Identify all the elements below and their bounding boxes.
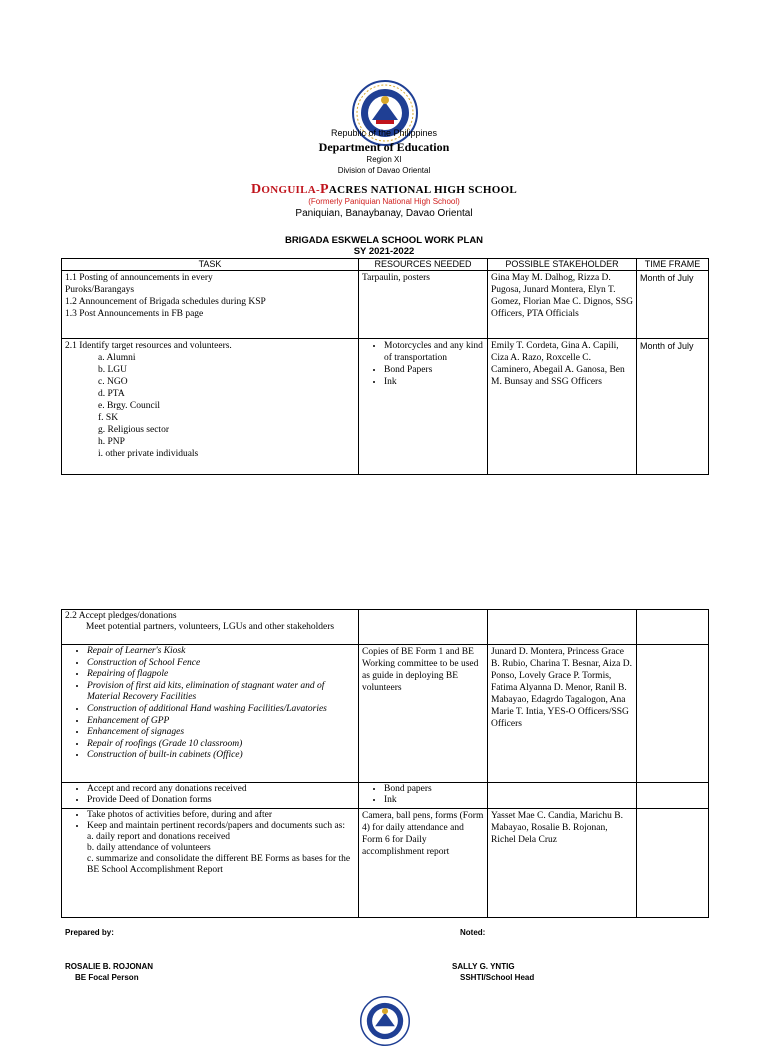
task-item: • Repair of Learner's Kiosk	[87, 646, 355, 658]
school-name	[0, 182, 768, 198]
work-plan-table-1	[61, 258, 709, 475]
task-item: • Keep and maintain pertinent records/papers and documents such as:	[87, 821, 355, 832]
resources-cell: Copies of BE Form 1 and BE Working committee to be used as guide in deploying BE volunteers	[359, 645, 488, 783]
task-item: • Provision of first aid kits, elimination of stagnant water and of Material Recovery Facilities	[87, 681, 355, 704]
resource-item: • Ink	[384, 376, 484, 388]
task-line: 2.2 Accept pledges/donations	[65, 611, 177, 621]
stakeholder-cell: Emily T. Cordeta, Gina A. Capili, Ciza A. Razo, Roxcelle C. Caminero, Abegail A. Ganosa, Ben M. Bunsay and SSG Officers	[488, 339, 637, 475]
table-row	[62, 271, 709, 339]
task-cell	[62, 809, 359, 918]
task-item: b. LGU	[98, 365, 128, 375]
resource-item: • Ink	[384, 795, 484, 806]
col-time-frame: TIME FRAME	[637, 259, 709, 271]
resource-item: • Bond Papers	[384, 364, 484, 376]
task-cell	[62, 271, 359, 339]
task-item: • Repair of roofings (Grade 10 classroom)	[87, 739, 355, 751]
time-frame-cell	[637, 610, 709, 645]
task-line: 1.2 Announcement of Brigada schedules during KSP	[65, 297, 266, 307]
task-item: f. SK	[98, 413, 119, 423]
table-row	[62, 610, 709, 645]
school-address: Paniquian, Banaybanay, Davao Oriental	[295, 208, 473, 219]
table-row	[62, 645, 709, 783]
table-row	[62, 809, 709, 918]
col-stakeholder: POSSIBLE STAKEHOLDER	[488, 259, 637, 271]
task-item: • Construction of School Fence	[87, 658, 355, 670]
school-initial-p: P	[319, 182, 329, 197]
resources-cell	[359, 339, 488, 475]
resource-item: • Motorcycles and any kind of transportation	[384, 340, 484, 364]
formerly-text: (Formerly Paniquian National High School)	[308, 197, 460, 206]
task-line: Puroks/Barangays	[65, 285, 135, 295]
col-resources: RESOURCES NEEDED	[359, 259, 488, 271]
division-text: Division of Davao Oriental	[337, 166, 431, 175]
resources-cell	[359, 783, 488, 809]
col-task: TASK	[62, 259, 359, 271]
task-subtitle: Meet potential partners, volunteers, LGUs and other stakeholders	[85, 622, 335, 632]
task-item: • Take photos of activities before, during and after	[87, 810, 355, 821]
time-frame-cell	[637, 809, 709, 918]
time-frame-cell: Month of July	[637, 271, 709, 339]
stakeholder-cell: Gina May M. Dalhog, Rizza D. Pugosa, Junard Montera, Elyn T. Gomez, Florian Mae C. Dignos, SSG Officers, PTA Officials	[488, 271, 637, 339]
task-item: i. other private individuals	[98, 449, 199, 459]
noted-label: Noted:	[460, 928, 486, 937]
task-subitem: a. daily report and donations received	[87, 832, 230, 842]
task-item: g. Religious sector	[98, 425, 169, 435]
task-item: h. PNP	[98, 437, 125, 447]
task-item: d. PTA	[98, 389, 125, 399]
stakeholder-cell	[488, 783, 637, 809]
school-year: SY 2021-2022	[353, 246, 415, 257]
task-cell	[62, 645, 359, 783]
task-item: a. Alumni	[98, 353, 136, 363]
resource-item: • Bond papers	[384, 784, 484, 795]
table-row	[62, 783, 709, 809]
task-subitem: b. daily attendance of volunteers	[87, 843, 211, 853]
task-cell	[62, 610, 359, 645]
task-item: • Repairing of flagpole	[87, 669, 355, 681]
school-name-part2: ACRES NATIONAL HIGH SCHOOL	[328, 184, 518, 196]
school-initial-d: D	[250, 182, 262, 197]
task-line: 1.3 Post Announcements in FB page	[65, 309, 204, 319]
prepared-by-title: BE Focal Person	[75, 973, 139, 982]
deped-seal-logo-footer	[360, 996, 410, 1046]
task-cell	[62, 783, 359, 809]
stakeholder-cell	[488, 610, 637, 645]
task-item: • Enhancement of GPP	[87, 716, 355, 728]
prepared-by-label: Prepared by:	[65, 928, 114, 937]
task-item: • Construction of additional Hand washing Facilities/Lavatories	[87, 704, 355, 716]
school-name-part1: ONGUILA-	[261, 184, 320, 196]
stakeholder-cell: Junard D. Montera, Princess Grace B. Rubio, Charina T. Besnar, Aiza D. Ponso, Lovely Grace P. Tormis, Fatima Alyanna D. Menor, Ranil B. Mabayao, Edagrdo Tagalogon, Ana Marie T. Intia, YES-O Officers/SSG Officers	[488, 645, 637, 783]
resources-cell	[359, 610, 488, 645]
time-frame-cell: Month of July	[637, 339, 709, 475]
task-line: 1.1 Posting of announcements in every	[65, 273, 213, 283]
time-frame-cell	[637, 783, 709, 809]
department-title: Department of Education	[318, 140, 450, 154]
table-row	[62, 339, 709, 475]
work-plan-title: BRIGADA ESKWELA SCHOOL WORK PLAN	[284, 235, 484, 246]
stakeholder-cell: Yasset Mae C. Candia, Marichu B. Mabayao, Rosalie B. Rojonan, Richel Dela Cruz	[488, 809, 637, 918]
region-text: Region XI	[366, 155, 402, 164]
task-cell	[62, 339, 359, 475]
task-item: • Accept and record any donations received	[87, 784, 355, 795]
noted-by-name: SALLY G. YNTIG	[452, 962, 515, 971]
work-plan-table-2	[61, 609, 709, 918]
prepared-by-name: ROSALIE B. ROJONAN	[65, 962, 154, 971]
task-item: c. NGO	[98, 377, 128, 387]
republic-text: Republic of the Philippines	[330, 128, 438, 138]
table-header-row	[62, 259, 709, 271]
task-item: • Construction of built-in cabinets (Office)	[87, 750, 355, 762]
task-item: • Provide Deed of Donation forms	[87, 795, 355, 806]
task-item: • Enhancement of signages	[87, 727, 355, 739]
task-line: 2.1 Identify target resources and volunteers.	[65, 341, 232, 351]
resources-cell: Tarpaulin, posters	[359, 271, 488, 339]
resources-cell: Camera, ball pens, forms (Form 4) for daily attendance and Form 6 for Daily accomplishment report	[359, 809, 488, 918]
time-frame-cell	[637, 645, 709, 783]
noted-by-title: SSHTI/School Head	[460, 973, 535, 982]
task-subitem: c. summarize and consolidate the different BE Forms as bases for the BE School Accomplishment Report	[87, 854, 351, 875]
task-item: e. Brgy. Council	[98, 401, 161, 411]
